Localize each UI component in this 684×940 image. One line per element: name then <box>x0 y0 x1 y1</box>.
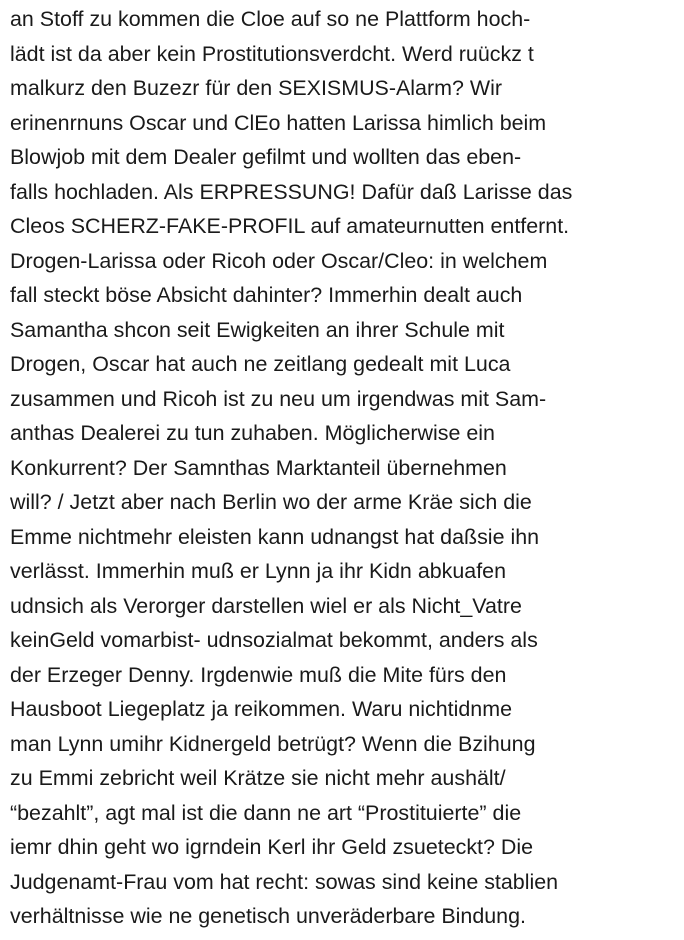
text-line: will? / Jetzt aber nach Berlin wo der arme Kräe sich die <box>10 490 532 514</box>
text-line: verlässt. Immerhin muß er Lynn ja ihr Kidn abkuafen <box>10 559 507 583</box>
text-line: falls hochladen. Als ERPRESSUNG! Dafür daß Larisse das <box>10 179 573 204</box>
text-line: “bezahlt”, agt mal ist die dann ne art “Prostituierte” die <box>10 800 522 825</box>
text-line: udnsich als Verorger darstellen wiel er als Nicht_Vatre <box>10 593 522 618</box>
text-line: keinGeld vomarbist- udnsozialmat bekommt, anders als <box>10 628 538 652</box>
text-line: an Stoff zu kommen die Cloe auf so ne Plattform hoch- <box>10 7 531 31</box>
text-line: Cleos SCHERZ-FAKE-PROFIL auf amateurnutten entfernt. <box>10 214 570 238</box>
text-line: anthas Dealerei zu tun zuhaben. Möglicherwise ein <box>10 421 495 445</box>
text-line: Drogen-Larissa oder Ricoh oder Oscar/Cleo: in welchem <box>10 248 548 273</box>
text-line: zu Emmi zebricht weil Krätze sie nicht mehr aushält/ <box>10 766 506 790</box>
text-line: Konkurrent? Der Samnthas Marktanteil übernehmen <box>10 455 507 480</box>
text-line: malkurz den Buzezr für den SEXISMUS-Alarm? Wir <box>10 76 502 100</box>
text-line: Hausboot Liegeplatz ja reikommen. Waru nichtidnme <box>10 697 513 721</box>
body-text <box>10 2 680 934</box>
text-line: der Erzeger Denny. Irgdenwie muß die Mite fürs den <box>10 662 507 687</box>
text-line: iemr dhin geht wo igrndein Kerl ihr Geld zsueteckt? Die <box>10 835 534 859</box>
text-line: man Lynn umihr Kidnergeld betrügt? Wenn die Bzihung <box>10 731 536 756</box>
text-line: Drogen, Oscar hat auch ne zeitlang gedealt mit Luca <box>10 352 511 376</box>
text-line: Samantha shcon seit Ewigkeiten an ihrer Schule mit <box>10 317 505 342</box>
text-line: verhältnisse wie ne genetisch unveräderbare Bindung. <box>10 904 526 928</box>
text-line: Blowjob mit dem Dealer gefilmt und wollten das eben- <box>10 145 522 169</box>
text-line: Judgenamt-Frau vom hat recht: sowas sind keine stablien <box>10 869 559 894</box>
text-line: erinenrnuns Oscar und ClEo hatten Larissa himlich beim <box>10 110 547 135</box>
text-line: lädt ist da aber kein Prostitutionsverdcht. Werd ruückz t <box>10 41 534 66</box>
text-line: Emme nichtmehr eleisten kann udnangst hat daßsie ihn <box>10 524 540 549</box>
text-line: zusammen und Ricoh ist zu neu um irgendwas mit Sam- <box>10 386 547 411</box>
text-line: fall steckt böse Absicht dahinter? Immerhin dealt auch <box>10 283 523 307</box>
